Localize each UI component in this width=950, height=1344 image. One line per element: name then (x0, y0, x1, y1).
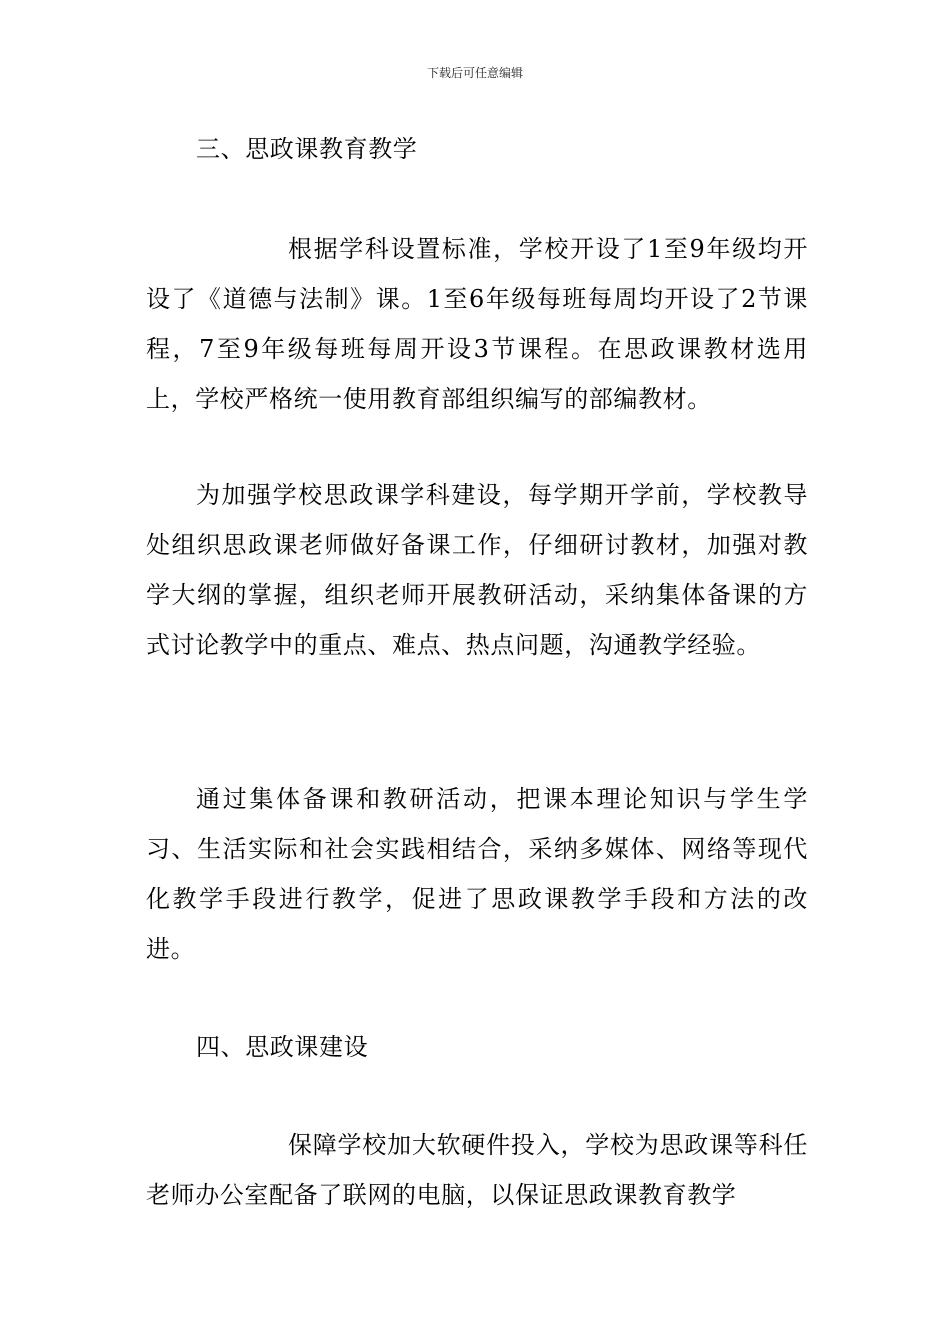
paragraph-teaching-methods: 通过集体备课和教研活动，把课本理论知识与学生学习、生活实际和社会实践相结合，采纳多媒体、网络等现代化教学手段进行教学，促进了思政课教学手段和方法的改进。 (146, 785, 808, 963)
section-heading-3: 三、思政课教育教学 (196, 135, 418, 163)
paragraph-lesson-prep: 为加强学校思政课学科建设，每学期开学前，学校教导处组织思政课老师做好备课工作，仔细研讨教材，加强对教学大纲的掌握，组织老师开展教研活动，采纳集体备课的方式讨论教学中的重点、难点、热点问题，沟通教学经验。 (146, 481, 808, 659)
paragraph-support: 保障学校加大软硬件投入，学校为思政课等科任老师办公室配备了联网的电脑，以保证思政课教育教学 (146, 1131, 808, 1209)
paragraph-course-setup: 根据学科设置标准，学校开设了1至9年级均开设了《道德与法制》课。1至6年级每班每周均开设了2节课程，7至9年级每班每周开设3节课程。在思政课教材选用上，学校严格统一使用教育部组织编写的部编教材。 (146, 235, 808, 413)
section-heading-4: 四、思政课建设 (196, 1033, 369, 1061)
page-header: 下载后可任意编辑 (426, 66, 523, 80)
